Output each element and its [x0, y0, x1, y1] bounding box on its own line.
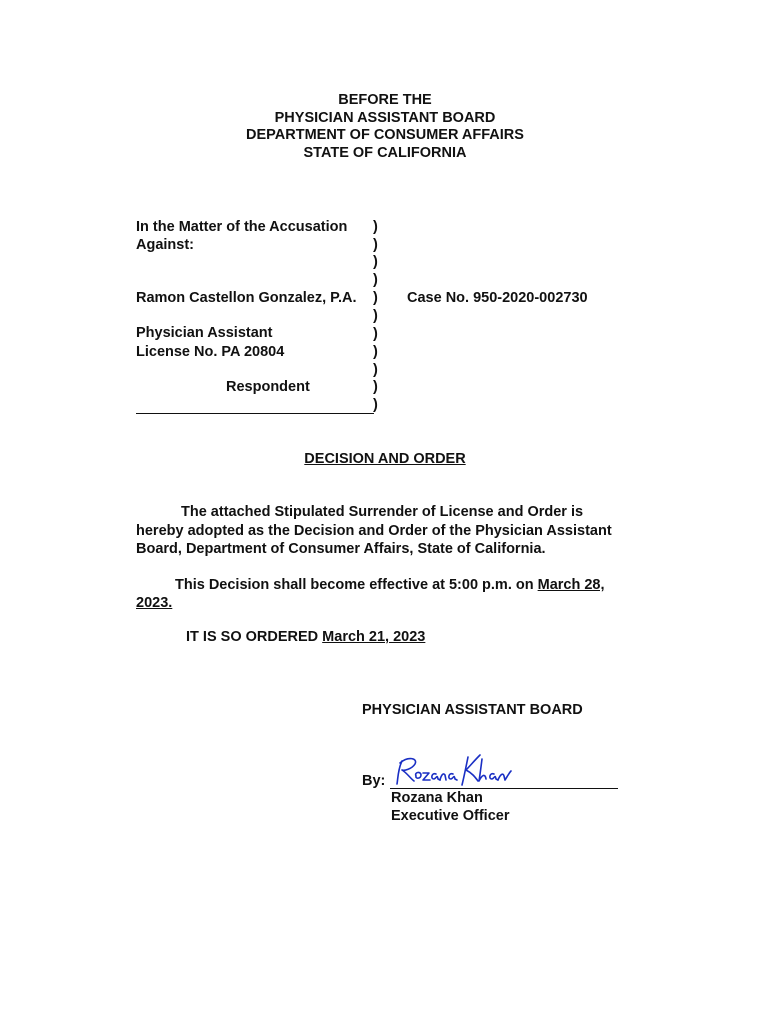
caption-paren: ): [373, 397, 378, 413]
handwritten-signature: [394, 751, 514, 789]
caption-underline: [136, 413, 374, 414]
header-line-before: BEFORE THE: [338, 92, 432, 108]
decision-title: DECISION AND ORDER: [304, 451, 466, 467]
caption-respondent-name: Ramon Castellon Gonzalez, P.A.: [136, 290, 357, 306]
body-para1-line3: Board, Department of Consumer Affairs, State of California.: [136, 541, 546, 557]
signature-board-name: PHYSICIAN ASSISTANT BOARD: [362, 702, 583, 718]
signer-name: Rozana Khan: [391, 790, 483, 806]
caption-paren: ): [373, 308, 378, 324]
header-line-board: PHYSICIAN ASSISTANT BOARD: [274, 109, 496, 126]
effective-date-year: 2023.: [136, 595, 173, 611]
caption-paren: ): [373, 379, 378, 395]
caption-respondent-label: Respondent: [226, 379, 310, 395]
caption-paren: ): [373, 344, 378, 360]
order-line: [186, 629, 425, 645]
effective-date-line: [175, 577, 605, 593]
case-number: Case No. 950-2020-002730: [407, 290, 588, 306]
body-para1-line1: The attached Stipulated Surrender of License and Order is: [181, 504, 584, 520]
caption-paren: ): [373, 237, 378, 253]
effective-date-value: March 28,: [537, 577, 605, 593]
caption-matter-line1: In the Matter of the Accusation: [136, 219, 348, 235]
body-para1-line2: hereby adopted as the Decision and Order of the Physician Assistant: [136, 523, 612, 539]
caption-license-type: Physician Assistant: [136, 325, 273, 341]
caption-paren: ): [373, 290, 378, 306]
order-prefix: IT IS SO ORDERED: [186, 629, 319, 645]
caption-paren: ): [373, 362, 378, 378]
caption-paren: ): [373, 272, 378, 288]
header-line-department: DEPARTMENT OF CONSUMER AFFAIRS: [246, 127, 524, 143]
caption-paren: ): [373, 326, 378, 342]
order-date: March 21, 2023: [322, 629, 426, 645]
signer-title: Executive Officer: [391, 808, 510, 824]
caption-license-number: License No. PA 20804: [136, 344, 285, 360]
header-line-state: STATE OF CALIFORNIA: [303, 144, 467, 161]
document-header: [0, 92, 770, 162]
signature-by-label: By:: [362, 773, 386, 789]
effective-date-prefix: This Decision shall become effective at 5:00 p.m. on: [175, 577, 534, 593]
caption-paren: ): [373, 219, 378, 235]
caption-paren: ): [373, 254, 378, 270]
caption-matter-line2: Against:: [136, 237, 194, 253]
